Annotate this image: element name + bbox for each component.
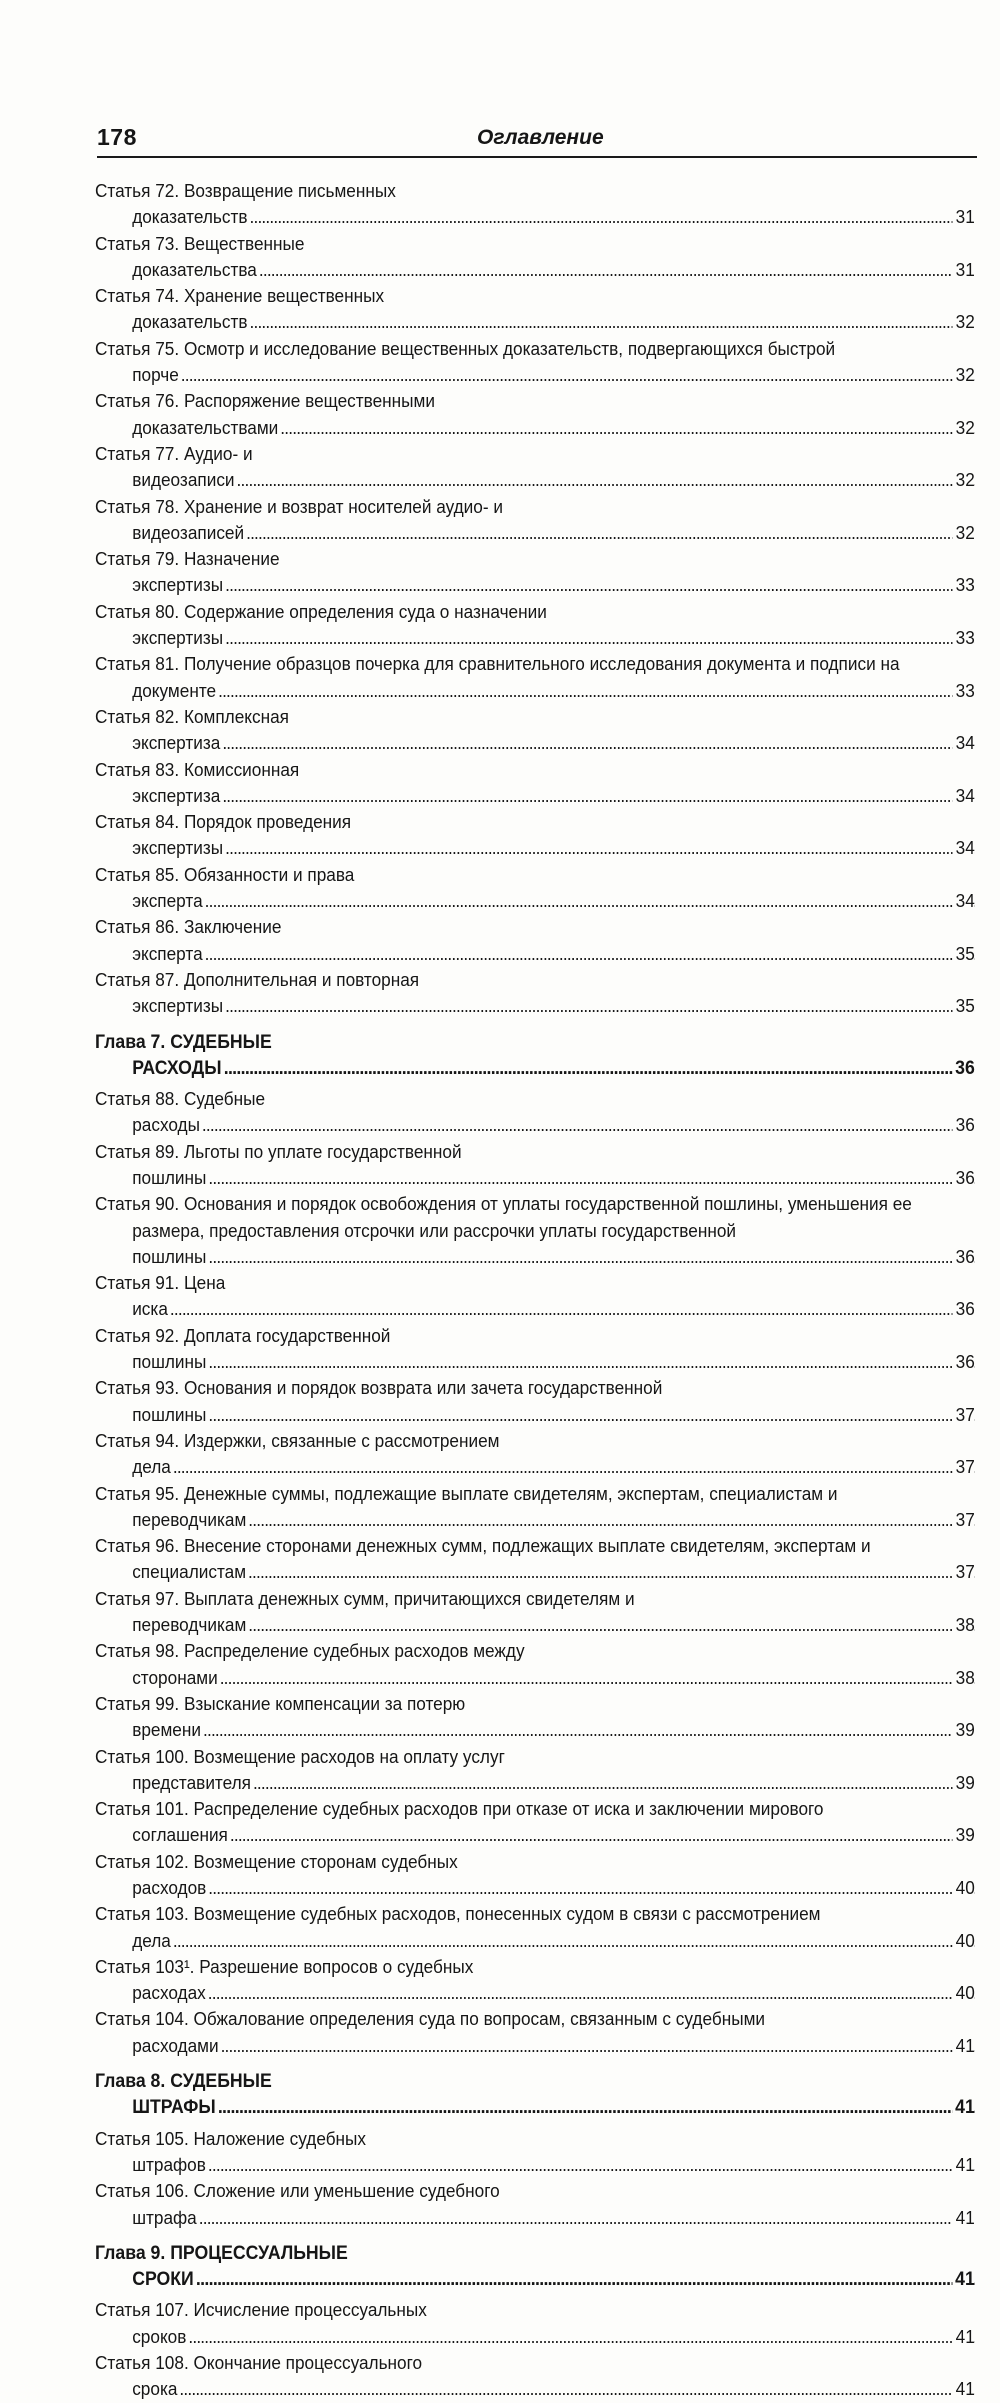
toc-entry-page: 39 (952, 1822, 974, 1848)
toc-entry-label: Статья 87. Дополнительная и повторная экспертизы . . . (95, 969, 975, 1016)
toc-entry-page: 37 (952, 1507, 974, 1533)
toc-entry-page: 40 (952, 1980, 974, 2006)
toc-chapter-page: 41 (952, 2095, 974, 2121)
toc-entry-label: Статья 85. Обязанности и права эксперта . . . (95, 864, 975, 911)
toc-entry-page: 37 (952, 1454, 974, 1480)
toc-entry-page: 34 (952, 730, 974, 756)
toc-entry-label: Статья 83. Комиссионная экспертиза . . . (95, 759, 975, 806)
toc-entry (95, 494, 975, 547)
toc-entry-page: 41 (952, 2152, 974, 2178)
toc-entry-page: 36 (952, 1112, 974, 1138)
toc-entry-label: Статья 89. Льготы по уплате государственной пошлины . . . (95, 1141, 975, 1188)
toc-entry-label: Статья 79. Назначение экспертизы . . . (95, 548, 975, 595)
toc-chapter-page: 36 (952, 1056, 974, 1082)
toc-entry-page: 35 (952, 993, 974, 1019)
toc-entry (95, 1954, 975, 2007)
toc-entry-page: 38 (952, 1665, 974, 1691)
toc-section (95, 1030, 975, 2060)
running-title: Оглавление (477, 126, 604, 149)
toc-entry (95, 1533, 975, 1586)
toc-entry-label: Статья 101. Распределение судебных расходов при отказе от иска и заключении мирового соглашения . . . (95, 1798, 975, 1845)
toc-entry-label: Статья 108. Окончание процессуального срока . . . (95, 2352, 975, 2399)
toc-entry (95, 1191, 975, 1270)
toc-entry-label: Статья 82. Комплексная экспертиза . . . (95, 706, 975, 753)
toc-chapter-heading (95, 2069, 975, 2122)
toc-entry-label: Статья 96. Внесение сторонами денежных сумм, подлежащих выплате свидетелям, экспертам и специалистам . . . (95, 1535, 975, 1582)
table-of-contents (95, 178, 975, 2403)
toc-entry (95, 1428, 975, 1481)
toc-entry (95, 2297, 975, 2350)
toc-entry (95, 1139, 975, 1192)
toc-entry-page: 32 (952, 467, 974, 493)
toc-entry-page: 34 (952, 888, 974, 914)
toc-entry-label: Статья 97. Выплата денежных сумм, причитающихся свидетелям и переводчикам . . . (95, 1588, 975, 1635)
toc-entry (95, 1744, 975, 1797)
toc-entry-page: 32 (952, 362, 974, 388)
toc-entry-label: Статья 94. Издержки, связанные с рассмотрением дела . . . (95, 1430, 975, 1477)
toc-entry (95, 546, 975, 599)
toc-entry-label: Статья 93. Основания и порядок возврата или зачета государственной пошлины . . . (95, 1377, 975, 1424)
toc-entry-label: Статья 107. Исчисление процессуальных сроков . . . (95, 2299, 975, 2346)
toc-entry (95, 757, 975, 810)
toc-entry (95, 388, 975, 441)
toc-entry (95, 1481, 975, 1534)
toc-entry (95, 1586, 975, 1639)
toc-entry-page: 32 (952, 415, 974, 441)
toc-entry-page: 36 (952, 1165, 974, 1191)
toc-entry (95, 967, 975, 1020)
toc-section (95, 178, 975, 1020)
toc-entry-page: 40 (952, 1875, 974, 1901)
toc-entry-label: Статья 98. Распределение судебных расходов между сторонами . . . (95, 1640, 975, 1687)
toc-entry-page: 34 (952, 783, 974, 809)
toc-entry (95, 1323, 975, 1376)
toc-entry-label: Статья 104. Обжалование определения суда по вопросам, связанным с судебными расходами . . . (95, 2008, 975, 2055)
toc-entry-page: 35 (952, 941, 974, 967)
toc-entry-label: Статья 99. Взыскание компенсации за потерю времени . . . (95, 1693, 975, 1740)
toc-entry-label: Статья 95. Денежные суммы, подлежащие выплате свидетелям, экспертам, специалистам и переводчикам . . . (95, 1483, 975, 1530)
toc-entry-page: 37 (952, 1402, 974, 1428)
toc-entry (95, 178, 975, 231)
toc-chapter-label: Глава 8. СУДЕБНЫЕ ШТРАФЫ . . . (95, 2071, 975, 2118)
toc-entry (95, 1270, 975, 1323)
toc-entry (95, 2126, 975, 2179)
toc-entry-label: Статья 75. Осмотр и исследование вещественных доказательств, подвергающихся быстрой порче . . . (95, 338, 975, 385)
toc-entry-label: Статья 92. Доплата государственной пошлины . . . (95, 1325, 975, 1372)
toc-entry-page: 41 (952, 2033, 974, 2059)
toc-entry (95, 1375, 975, 1428)
toc-entry-label: Статья 100. Возмещение расходов на оплату услуг представителя . . . (95, 1746, 975, 1793)
toc-entry-page: 39 (952, 1770, 974, 1796)
toc-entry-label: Статья 81. Получение образцов почерка для сравнительного исследования документа и подписи на документе . . . (95, 653, 975, 700)
toc-entry-page: 37 (952, 1559, 974, 1585)
toc-entry-page: 41 (952, 2205, 974, 2231)
toc-entry-label: Статья 80. Содержание определения суда о назначении экспертизы . . . (95, 601, 975, 648)
toc-entry-label: Статья 84. Порядок проведения экспертизы . . . (95, 811, 975, 858)
toc-entry-label: Статья 86. Заключение эксперта . . . (95, 916, 975, 963)
toc-entry (95, 1849, 975, 1902)
toc-entry-label: Статья 103¹. Разрешение вопросов о судебных расходах . . . (95, 1956, 975, 2003)
toc-entry-page: 41 (952, 2376, 974, 2402)
toc-entry-label: Статья 103. Возмещение судебных расходов, понесенных судом в связи с рассмотрением дела . . . (95, 1903, 975, 1950)
page-number: 178 (97, 124, 137, 150)
toc-entry-page: 33 (952, 625, 974, 651)
toc-entry (95, 1796, 975, 1849)
toc-entry-page: 31 (952, 257, 974, 283)
toc-entry-page: 34 (952, 835, 974, 861)
toc-entry-label: Статья 74. Хранение вещественных доказательств . . . (95, 285, 975, 332)
toc-entry-label: Статья 78. Хранение и возврат носителей аудио- и видеозаписей . . . (95, 496, 975, 543)
toc-section (95, 2241, 975, 2403)
toc-entry (95, 336, 975, 389)
toc-entry-label: Статья 90. Основания и порядок освобождения от уплаты государственной пошлины, уменьшения ее размера, предоставления отсрочки или рассрочки уплаты государственной пошлины . . . (95, 1193, 975, 1267)
toc-entry (95, 231, 975, 284)
toc-entry-label: Статья 91. Цена иска . . . (95, 1272, 975, 1319)
toc-entry-page: 41 (952, 2324, 974, 2350)
toc-chapter-heading (95, 1030, 975, 1083)
toc-entry-page: 36 (952, 1244, 974, 1270)
toc-entry-page: 40 (952, 1928, 974, 1954)
toc-entry-page: 33 (952, 678, 974, 704)
toc-entry-label: Статья 73. Вещественные доказательства . . . (95, 233, 975, 280)
toc-chapter-label: Глава 7. СУДЕБНЫЕ РАСХОДЫ . . . (95, 1032, 975, 1079)
toc-entry (95, 1901, 975, 1954)
page-header (97, 120, 977, 158)
toc-entry (95, 809, 975, 862)
toc-entry (95, 441, 975, 494)
toc-entry-page: 36 (952, 1349, 974, 1375)
toc-entry-label: Статья 76. Распоряжение вещественными доказательствами . . . (95, 390, 975, 437)
toc-entry-page: 31 (952, 204, 974, 230)
toc-entry (95, 651, 975, 704)
toc-entry-page: 39 (952, 1717, 974, 1743)
toc-entry (95, 599, 975, 652)
toc-chapter-heading (95, 2241, 975, 2294)
toc-entry (95, 2006, 975, 2059)
toc-entry (95, 1638, 975, 1691)
toc-entry (95, 2178, 975, 2231)
toc-entry (95, 1086, 975, 1139)
toc-entry-page: 33 (952, 572, 974, 598)
toc-entry-label: Статья 88. Судебные расходы . . . (95, 1088, 975, 1135)
toc-chapter-label: Глава 9. ПРОЦЕССУАЛЬНЫЕ СРОКИ . . . (95, 2243, 975, 2290)
toc-entry-page: 32 (952, 520, 974, 546)
toc-entry-label: Статья 72. Возвращение письменных доказательств . . . (95, 180, 975, 227)
toc-entry (95, 862, 975, 915)
toc-entry (95, 914, 975, 967)
toc-entry (95, 1691, 975, 1744)
toc-entry (95, 704, 975, 757)
toc-entry-label: Статья 102. Возмещение сторонам судебных расходов . . . (95, 1851, 975, 1898)
toc-entry-page: 32 (952, 309, 974, 335)
toc-entry (95, 2350, 975, 2403)
toc-entry-page: 38 (952, 1612, 974, 1638)
toc-entry-label: Статья 77. Аудио- и видеозаписи . . . (95, 443, 975, 490)
toc-chapter-page: 41 (952, 2267, 974, 2293)
toc-entry (95, 283, 975, 336)
toc-entry-page: 36 (952, 1296, 974, 1322)
toc-entry-label: Статья 106. Сложение или уменьшение судебного штрафа . . . (95, 2180, 975, 2227)
toc-entry-label: Статья 105. Наложение судебных штрафов . . . (95, 2128, 975, 2175)
toc-section (95, 2069, 975, 2231)
